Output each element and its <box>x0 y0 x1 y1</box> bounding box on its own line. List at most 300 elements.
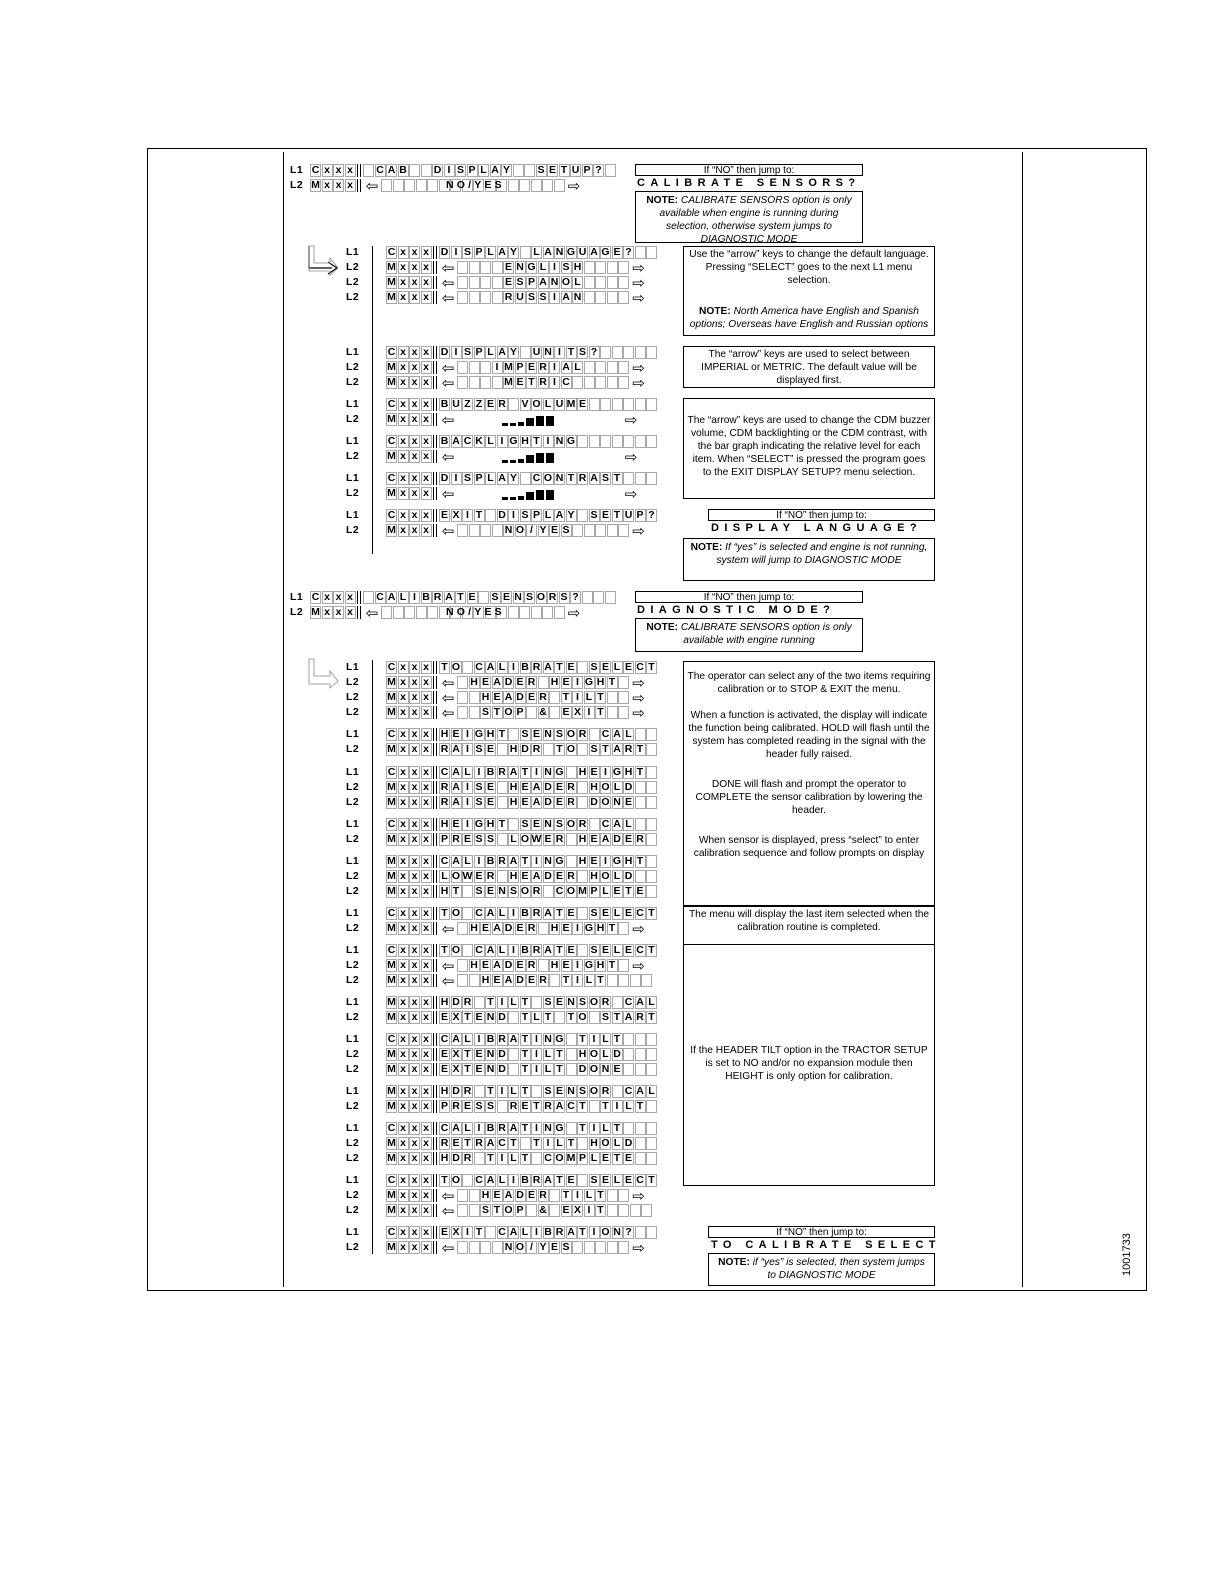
lcd-separator <box>433 996 437 1009</box>
lcd-cell: E <box>527 691 535 704</box>
lcd-cell: L <box>623 818 634 831</box>
lcd-cell: L <box>497 944 508 957</box>
lcd-message <box>439 833 658 846</box>
lcd-cell: R <box>532 661 541 674</box>
lcd-cell <box>519 606 530 619</box>
lcd-cell: H <box>590 1137 598 1150</box>
lcd-cell: T <box>577 1033 588 1046</box>
lcd-cell <box>635 1122 646 1135</box>
lcd-cell: L <box>646 996 657 1009</box>
lcd-prefix <box>386 413 432 426</box>
lcd-cell: x <box>421 885 432 898</box>
lcd-message <box>439 728 658 741</box>
lcd-cell: N <box>613 1226 621 1239</box>
line-label: L1 <box>290 591 304 603</box>
lcd-cell: T <box>520 1122 531 1135</box>
left-arrow-icon: ⇦ <box>441 485 455 503</box>
lcd-prefix <box>386 1063 432 1076</box>
lcd-cell: x <box>409 398 420 411</box>
lcd-cell: M <box>387 691 396 704</box>
lcd-cell: O <box>589 1063 599 1076</box>
lcd-cell <box>646 472 657 485</box>
lcd-cell <box>526 706 537 719</box>
lcd-cell <box>549 1189 560 1202</box>
lcd-cell: R <box>463 996 472 1009</box>
description-text: DONE will flash and prompt the operator to COMPLETE the sensor calibration by lowering the header. <box>695 779 923 816</box>
lcd-cell: x <box>421 472 432 485</box>
lcd-cell <box>600 346 611 359</box>
lcd-cell: E <box>567 944 575 957</box>
lcd-cell <box>469 974 480 987</box>
lcd-cell: S <box>555 728 563 741</box>
lcd-cell: E <box>486 781 494 794</box>
lcd-cell <box>566 1048 577 1061</box>
lcd-cell: I <box>589 1226 600 1239</box>
lcd-cell: C <box>387 907 396 920</box>
lcd-cell: P <box>468 164 476 177</box>
lcd-cell: M <box>504 361 513 374</box>
lcd-cell: x <box>409 1085 420 1098</box>
lcd-cell: N <box>613 796 621 809</box>
lcd-display <box>386 766 658 779</box>
lcd-spacer <box>560 450 622 463</box>
lcd-cell: T <box>561 974 572 987</box>
lcd-cell: A <box>504 974 513 987</box>
lcd-cell: C <box>567 1100 575 1113</box>
lcd-message <box>439 1063 658 1076</box>
lcd-cell: T <box>646 944 657 957</box>
lcd-cell: E <box>567 907 575 920</box>
lcd-cell: L <box>584 1189 595 1202</box>
lcd-cell: T <box>520 855 531 868</box>
level-bar <box>526 455 534 463</box>
lcd-cell: x <box>409 1011 420 1024</box>
lcd-cell: I <box>508 907 519 920</box>
lcd-cell: I <box>589 1122 600 1135</box>
lcd-cell: L <box>543 398 554 411</box>
lcd-cell <box>572 1241 583 1254</box>
lcd-cell: x <box>398 661 409 674</box>
lcd-cell: x <box>409 376 420 389</box>
lcd-cell: Y <box>509 346 517 359</box>
lcd-cell: E <box>463 833 471 846</box>
lcd-cell: A <box>486 1137 495 1150</box>
lcd-cell: C <box>311 591 320 604</box>
lcd-message <box>457 974 630 987</box>
lcd-cell: T <box>520 766 531 779</box>
lcd-cell <box>623 398 634 411</box>
lcd-cell: I <box>497 1152 508 1165</box>
lcd-message <box>439 855 658 868</box>
left-arrow-icon: ⇦ <box>365 604 379 622</box>
lcd-cell: U <box>532 346 541 359</box>
lcd-cell: T <box>485 1152 496 1165</box>
lcd-cell: T <box>612 1122 623 1135</box>
lcd-cell: E <box>601 1152 609 1165</box>
lcd-cell <box>589 818 600 831</box>
lcd-cell: x <box>398 346 409 359</box>
lcd-cell: x <box>409 922 420 935</box>
lcd-cell <box>618 291 629 304</box>
lcd-cell: L <box>462 1122 473 1135</box>
lcd-cell: R <box>532 907 541 920</box>
lcd-cell: C <box>601 818 610 831</box>
lcd-cell: A <box>504 691 513 704</box>
lcd-prefix <box>386 743 432 756</box>
lcd-cell: I <box>543 1137 554 1150</box>
lcd-cell: D <box>521 743 529 756</box>
lcd-cell: C <box>387 346 396 359</box>
line-label: L2 <box>346 922 360 934</box>
lcd-cell: x <box>409 346 420 359</box>
line-label: L1 <box>346 346 360 358</box>
lcd-cell: x <box>409 996 420 1009</box>
lcd-cell <box>607 276 618 289</box>
line-label: L2 <box>346 1048 360 1060</box>
lcd-cell: X <box>452 1011 460 1024</box>
lcd-cell: x <box>409 743 420 756</box>
lcd-cell: T <box>600 743 611 756</box>
line-label: L1 <box>346 246 360 258</box>
lcd-cell: R <box>636 1011 644 1024</box>
lcd-prefix <box>386 691 432 704</box>
lcd-cell: S <box>590 743 598 756</box>
lcd-cell: I <box>508 661 519 674</box>
lcd-display <box>386 689 648 707</box>
lcd-display <box>386 1187 648 1205</box>
lcd-display <box>386 674 648 692</box>
right-arrow-icon: ⇨ <box>632 374 645 392</box>
lcd-cell: N <box>555 246 564 259</box>
lcd-prefix <box>386 885 432 898</box>
lcd-cell: ? <box>623 1226 634 1239</box>
lcd-prefix <box>386 1085 432 1098</box>
lcd-cell <box>497 870 508 883</box>
lcd-cell: M <box>387 487 396 500</box>
lcd-cell: I <box>508 944 519 957</box>
lcd-cell: x <box>333 179 344 192</box>
lcd-cell: ? <box>623 246 634 259</box>
lcd-cell: L <box>531 246 542 259</box>
lcd-cell: T <box>497 728 508 741</box>
lcd-cell: H <box>481 691 490 704</box>
lcd-cell: x <box>421 743 432 756</box>
lcd-separator <box>433 1063 437 1076</box>
lcd-cell: C <box>624 996 633 1009</box>
lcd-cell: A <box>498 472 506 485</box>
right-arrow-icon: ⇨ <box>632 674 645 692</box>
lcd-cell: O <box>566 818 576 831</box>
line-label: L2 <box>346 361 360 373</box>
lcd-cell <box>469 706 480 719</box>
lcd-cell <box>577 781 588 794</box>
lcd-cell: M <box>387 1189 396 1202</box>
lcd-cell: D <box>504 676 513 689</box>
lcd-cell: I <box>549 291 560 304</box>
lcd-cell: E <box>516 376 524 389</box>
lcd-cell: L <box>497 661 508 674</box>
line-label: L1 <box>346 996 360 1008</box>
lcd-display <box>386 1063 658 1076</box>
lcd-cell: H <box>550 922 559 935</box>
lcd-cell: A <box>601 833 610 846</box>
lcd-cell: M <box>387 1011 396 1024</box>
lcd-cell: E <box>555 1085 563 1098</box>
lcd-display <box>386 359 648 377</box>
lcd-cell: L <box>554 1137 565 1150</box>
lcd-cell: I <box>572 922 583 935</box>
lcd-cell: L <box>572 361 583 374</box>
lcd-cell: N <box>544 818 552 831</box>
lcd-cell <box>462 944 473 957</box>
lcd-cell: E <box>562 959 570 972</box>
level-bar-graph <box>502 487 560 500</box>
lcd-cell: x <box>322 591 333 604</box>
lcd-cell <box>457 974 468 987</box>
note-label: NOTE: <box>646 195 681 206</box>
lcd-cell <box>469 261 480 274</box>
line-label: L1 <box>346 435 360 447</box>
lcd-cell: R <box>578 728 587 741</box>
lcd-prefix <box>386 855 432 868</box>
lcd-cell: L <box>612 1137 623 1150</box>
lcd-cell: x <box>409 1063 420 1076</box>
lcd-cell <box>363 164 374 177</box>
lcd-cell: S <box>578 346 586 359</box>
lcd-separator <box>433 870 437 883</box>
lcd-cell <box>492 291 503 304</box>
lcd-cell: H <box>624 766 633 779</box>
lcd-cell: S <box>590 907 598 920</box>
lcd-cell: H <box>578 855 587 868</box>
lcd-cell: B <box>422 591 430 604</box>
lcd-cell: E <box>493 691 501 704</box>
lcd-cell: I <box>572 676 583 689</box>
lcd-separator <box>433 833 437 846</box>
lcd-display <box>386 1048 658 1061</box>
lcd-cell: D <box>544 796 552 809</box>
lcd-cell: T <box>554 661 565 674</box>
line-label: L2 <box>346 1100 360 1112</box>
lcd-cell: x <box>398 944 409 957</box>
lcd-cell: x <box>398 472 409 485</box>
level-bar <box>502 423 508 426</box>
lcd-cell: E <box>562 676 570 689</box>
jump-label-box: If “NO” then jump to: <box>635 164 863 176</box>
lcd-display <box>386 246 658 259</box>
lcd-separator <box>433 1048 437 1061</box>
lcd-cell <box>543 743 554 756</box>
lcd-cell: R <box>440 1137 449 1150</box>
lcd-cell: x <box>421 1241 432 1254</box>
line-label: L2 <box>346 1011 360 1023</box>
lcd-cell: G <box>509 435 518 448</box>
lcd-cell: T <box>612 472 623 485</box>
lcd-cell: T <box>635 1100 646 1113</box>
lcd-cell: D <box>452 1085 460 1098</box>
lcd-cell: A <box>509 1226 518 1239</box>
lcd-cell <box>646 1048 657 1061</box>
lcd-cell: x <box>421 1122 432 1135</box>
lcd-prefix <box>386 907 432 920</box>
lcd-cell: x <box>421 818 432 831</box>
lcd-cell: H <box>481 974 490 987</box>
lcd-cell: E <box>578 398 586 411</box>
lcd-cell: R <box>636 833 644 846</box>
lcd-cell: x <box>421 944 432 957</box>
lcd-cell: H <box>509 870 518 883</box>
lcd-cell: H <box>578 766 587 779</box>
lcd-prefix <box>310 179 356 192</box>
lcd-cell: x <box>398 907 409 920</box>
lcd-cell: R <box>452 1100 460 1113</box>
lcd-cell <box>584 276 595 289</box>
lcd-display <box>386 448 640 466</box>
lcd-cell: T <box>600 1100 611 1113</box>
branch-arrow-icon <box>306 657 346 689</box>
lcd-cell: x <box>409 907 420 920</box>
lcd-cell: B <box>486 766 495 779</box>
lcd-cell: x <box>345 606 356 619</box>
lcd-cell: x <box>409 781 420 794</box>
line-label: L2 <box>346 487 360 499</box>
lcd-cell <box>469 276 480 289</box>
lcd-cell: E <box>590 855 598 868</box>
lcd-cell: x <box>421 1011 432 1024</box>
lcd-cell: A <box>387 164 396 177</box>
lcd-cell: N <box>504 524 513 537</box>
lcd-cell: L <box>543 1048 554 1061</box>
lcd-cell: x <box>398 676 409 689</box>
lcd-cell: x <box>398 706 409 719</box>
lcd-separator <box>433 885 437 898</box>
lcd-cell: C <box>440 766 449 779</box>
lcd-prefix <box>386 661 432 674</box>
lcd-cell: N <box>514 591 522 604</box>
lcd-cell <box>457 361 468 374</box>
lcd-cell <box>427 179 438 192</box>
lcd-cell <box>508 1063 519 1076</box>
lcd-cell: H <box>440 1085 449 1098</box>
lcd-separator <box>433 361 437 374</box>
lcd-cell: I <box>451 246 462 259</box>
lcd-cell: x <box>409 818 420 831</box>
lcd-cell: O <box>566 728 576 741</box>
lcd-cell: C <box>387 1033 396 1046</box>
left-arrow-icon: ⇦ <box>441 448 455 466</box>
lcd-prefix <box>386 450 432 463</box>
lcd-cell <box>635 781 646 794</box>
right-arrow-icon: ⇨ <box>632 259 645 277</box>
lcd-cell: H <box>578 833 587 846</box>
lcd-cell: O <box>589 1085 599 1098</box>
lcd-cell: T <box>554 743 565 756</box>
lcd-cell: S <box>491 591 499 604</box>
lcd-cell: C <box>636 1174 644 1187</box>
lcd-cell <box>480 361 491 374</box>
lcd-cell: R <box>555 1226 564 1239</box>
lcd-cell: S <box>475 833 483 846</box>
lcd-cell: U <box>452 398 460 411</box>
lcd-cell: T <box>531 1100 542 1113</box>
lcd-cell: C <box>311 164 320 177</box>
lcd-cell: S <box>578 996 586 1009</box>
lcd-cell: N <box>486 1063 495 1076</box>
lcd-cell <box>542 606 553 619</box>
lcd-cell <box>646 1137 657 1150</box>
lcd-message <box>439 1137 658 1150</box>
lcd-cell: E <box>452 818 460 831</box>
lcd-cell: D <box>544 781 552 794</box>
lcd-cell <box>416 179 427 192</box>
note-label: NOTE: <box>718 1257 753 1268</box>
line-label: L1 <box>346 1085 360 1097</box>
lcd-cell <box>635 246 646 259</box>
lcd-cell <box>462 907 473 920</box>
lcd-cell: x <box>398 1189 409 1202</box>
lcd-cell: S <box>537 164 545 177</box>
lcd-display <box>386 398 658 411</box>
lcd-cell: x <box>398 996 409 1009</box>
lcd-cell: x <box>421 291 432 304</box>
lcd-cell: E <box>440 1063 448 1076</box>
exit-calibration-note-box <box>708 1253 935 1286</box>
line-label: L2 <box>346 781 360 793</box>
lcd-separator <box>433 1241 437 1254</box>
lcd-cell: x <box>421 691 432 704</box>
lcd-cell: Y <box>539 1241 547 1254</box>
lcd-cell: M <box>387 959 396 972</box>
units-description: The “arrow” keys are used to select between IMPERIAL or METRIC. The default value will be displayed first. <box>701 349 917 386</box>
lcd-cell: C <box>387 1122 396 1135</box>
lcd-cell: A <box>532 870 541 883</box>
lcd-cell <box>646 1100 657 1113</box>
lcd-cell: A <box>509 766 518 779</box>
lcd-cell: A <box>452 766 460 779</box>
lcd-cell <box>531 996 542 1009</box>
lcd-cell <box>618 959 629 972</box>
lcd-separator <box>433 1137 437 1150</box>
lcd-cell: I <box>451 472 462 485</box>
lcd-display <box>386 472 658 485</box>
lcd-cell: H <box>550 676 559 689</box>
lcd-cell: A <box>544 1174 552 1187</box>
lcd-cell <box>618 676 629 689</box>
lcd-cell: A <box>486 1174 495 1187</box>
lcd-cell: M <box>387 1152 396 1165</box>
lcd-cell <box>393 606 404 619</box>
lcd-cell: / <box>526 524 537 537</box>
lcd-cell: T <box>646 661 657 674</box>
lcd-cell <box>497 833 508 846</box>
lcd-cell: L <box>589 1152 600 1165</box>
lcd-message <box>439 885 658 898</box>
lcd-cell <box>577 907 588 920</box>
level-bar <box>546 453 554 463</box>
line-label: L1 <box>346 1174 360 1186</box>
lcd-cell <box>630 1204 641 1217</box>
lcd-display <box>386 907 658 920</box>
lcd-prefix <box>386 246 432 259</box>
right-arrow-icon: ⇨ <box>632 359 645 377</box>
lcd-prefix <box>386 276 432 289</box>
lcd-cell: D <box>452 1152 460 1165</box>
lcd-cell: E <box>481 676 489 689</box>
calibrate-engine-note-box <box>635 618 863 652</box>
lcd-cell: E <box>486 796 494 809</box>
lcd-cell: S <box>601 1011 609 1024</box>
lcd-cell: H <box>470 959 478 972</box>
